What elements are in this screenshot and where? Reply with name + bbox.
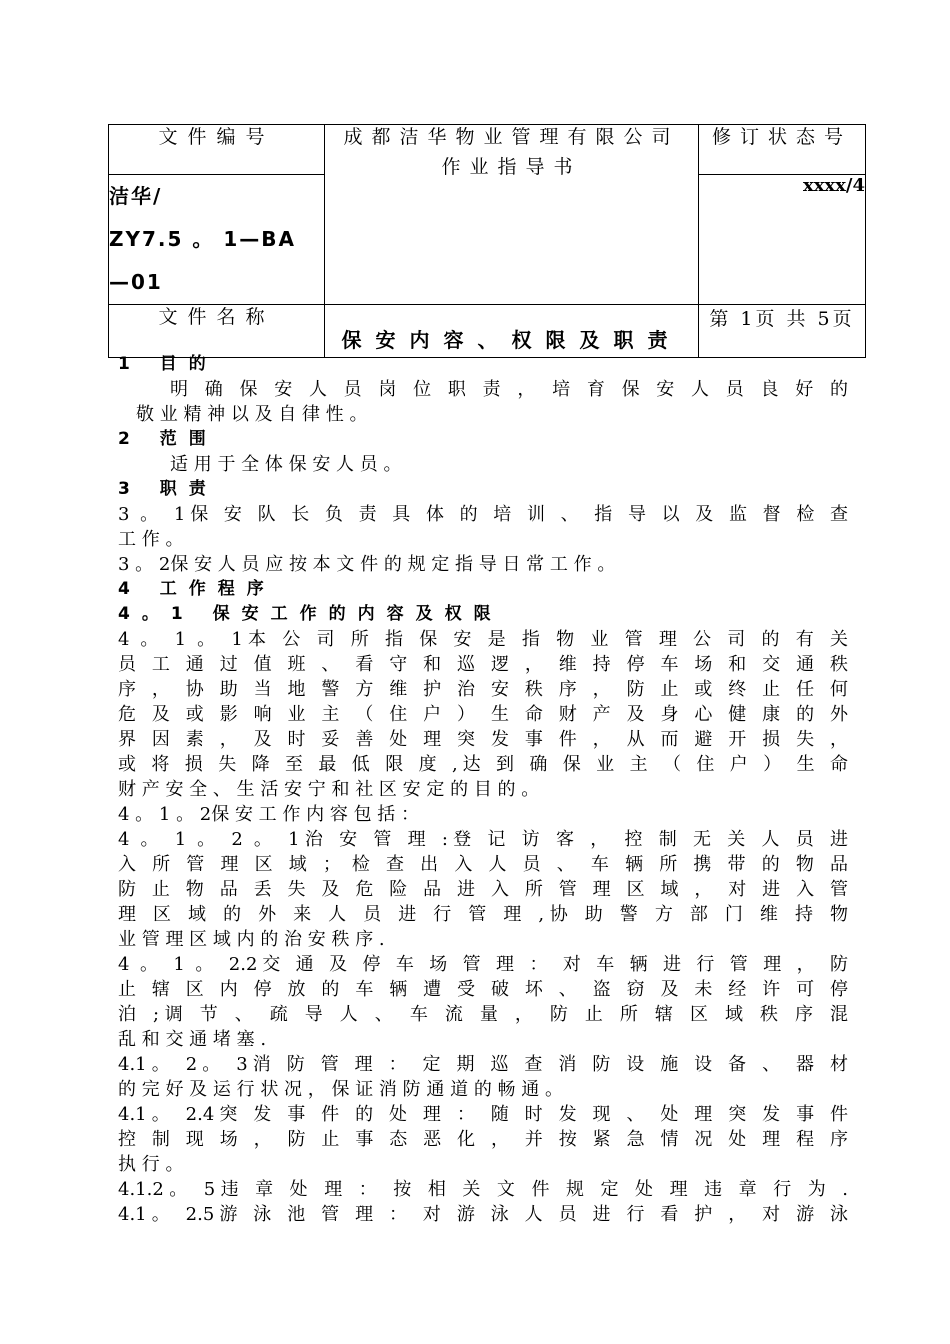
section-heading: 4。1 保安工作的内容及权限: [118, 604, 503, 624]
body-text-line: 界 因 素 ， 及 时 妥 善 处 理 突 发 事 件 ， 从 而 避 开 损 失 ，: [118, 729, 848, 750]
file-code: [109, 175, 325, 305]
body-text-line: 4 。 1 。 2保 安 工 作 内 容 包 括 ：: [118, 804, 420, 825]
body-text-line: 员 工 通 过 值 班 、 看 守 和 巡 逻 ， 维 持 停 车 场 和 交 通 秩: [118, 654, 848, 675]
company-name: 成都洁华物业管理有限公司: [343, 126, 680, 148]
file-code-line: ZY7.5 。 1—BA: [109, 227, 296, 251]
body-text-line: 4.1.2。 5违 章 处 理 ： 按 相 关 文 件 规 定 处 理 违 章 行 为 .: [118, 1179, 848, 1200]
page-info: 第 1页 共 5页: [699, 305, 866, 358]
revision-status-label: 修订状态号: [699, 125, 866, 175]
body-text-line: 4.1。 2。 3消 防 管 理 ： 定 期 巡 查 消 防 设 施 设 备 、 器 材: [118, 1054, 848, 1075]
file-code-line: 洁华/: [109, 184, 163, 208]
body-text-line: 或 将 损 失 降 至 最 低 限 度 ,达 到 确 保 业 主 （ 住 户 ） 生 命: [118, 754, 848, 775]
body-text-line: 4 。 1 。 1本 公 司 所 指 保 安 是 指 物 业 管 理 公 司 的 有 关: [118, 629, 848, 650]
body-text-line: 理 区 域 的 外 来 人 员 进 行 管 理 ,协 助 警 方 部 门 维 持 物: [118, 904, 848, 925]
section-heading: 3 职责: [118, 479, 218, 499]
file-number-label: 文件编号: [109, 125, 325, 175]
body-text-line: 财 产 安 全 、 生 活 安 宁 和 社 区 安 定 的 目 的 。: [118, 779, 540, 800]
document-title: 保安内容、权限及职责: [325, 305, 699, 358]
body-text-line: 明 确 保 安 人 员 岗 位 职 责 ， 培 育 保 安 人 员 良 好 的: [170, 379, 848, 400]
body-text-line: 序 ， 协 助 当 地 警 方 维 护 治 安 秩 序 ， 防 止 或 终 止 任 何: [118, 679, 848, 700]
document-type: 作业指导书: [441, 156, 582, 178]
file-name-label: 文件名称: [109, 305, 325, 358]
body-text-line: 适 用 于 全 体 保 安 人 员 。: [170, 454, 402, 475]
section-heading: 1 目的: [118, 354, 218, 374]
body-text-line: 4 。 1 。 2.2交 通 及 停 车 场 管 理 ： 对 车 辆 进 行 管 理 ， 防: [118, 954, 848, 975]
section-heading: 2 范围: [118, 429, 218, 449]
body-text-line: 4.1。 2.4突 发 事 件 的 处 理 ： 随 时 发 现 、 处 理 突 发 事 件: [118, 1104, 848, 1125]
company-cell: [325, 125, 699, 305]
body-text-line: 防 止 物 品 丢 失 及 危 险 品 进 入 所 管 理 区 域 ， 对 进 入 管: [118, 879, 848, 900]
body-text-line: 泊 ;调 节 、 疏 导 人 、 车 流 量 ， 防 止 所 辖 区 域 秩 序 混: [118, 1004, 848, 1025]
body-text-line: 业 管 理 区 域 内 的 治 安 秩 序 .: [118, 929, 385, 950]
document-header-table: [108, 124, 866, 358]
document-body: [118, 352, 848, 1227]
body-text-line: 执 行 。: [118, 1154, 184, 1175]
section-heading: 4 工作程序: [118, 579, 276, 599]
body-text-line: 3 。 2保 安 人 员 应 按 本 文 件 的 规 定 指 导 日 常 工 作 。: [118, 554, 616, 575]
body-text-line: 3 。 1保 安 队 长 负 责 具 体 的 培 训 、 指 导 以 及 监 督 检 查: [118, 504, 848, 525]
body-text-line: 危 及 或 影 响 业 主 （ 住 户 ） 生 命 财 产 及 身 心 健 康 的 外: [118, 704, 848, 725]
body-text-line: 入 所 管 理 区 域 ； 检 查 出 入 人 员 、 车 辆 所 携 带 的 物 品: [118, 854, 848, 875]
body-text-line: 敬 业 精 神 以 及 自 律 性 。: [136, 404, 368, 425]
body-text-line: 控 制 现 场 ， 防 止 事 态 恶 化 ， 并 按 紧 急 情 况 处 理 程 序: [118, 1129, 848, 1150]
body-text-line: 乱 和 交 通 堵 塞 .: [118, 1029, 267, 1050]
body-text-line: 4 。 1 。 2 。 1治 安 管 理 :登 记 访 客 ， 控 制 无 关 人 员 进: [118, 829, 848, 850]
body-text-line: 工 作 。: [118, 529, 184, 550]
body-text-line: 的 完 好 及 运 行 状 况 ， 保 证 消 防 通 道 的 畅 通 。: [118, 1079, 563, 1100]
body-text-line: 4.1。 2.5游 泳 池 管 理 ： 对 游 泳 人 员 进 行 看 护 ， 对 游 泳: [118, 1204, 848, 1225]
body-text-line: 止 辖 区 内 停 放 的 车 辆 遭 受 破 坏 、 盗 窃 及 未 经 许 可 停: [118, 979, 848, 1000]
file-code-line: —01: [109, 270, 163, 294]
revision-status-value: xxxx/4: [699, 175, 866, 305]
